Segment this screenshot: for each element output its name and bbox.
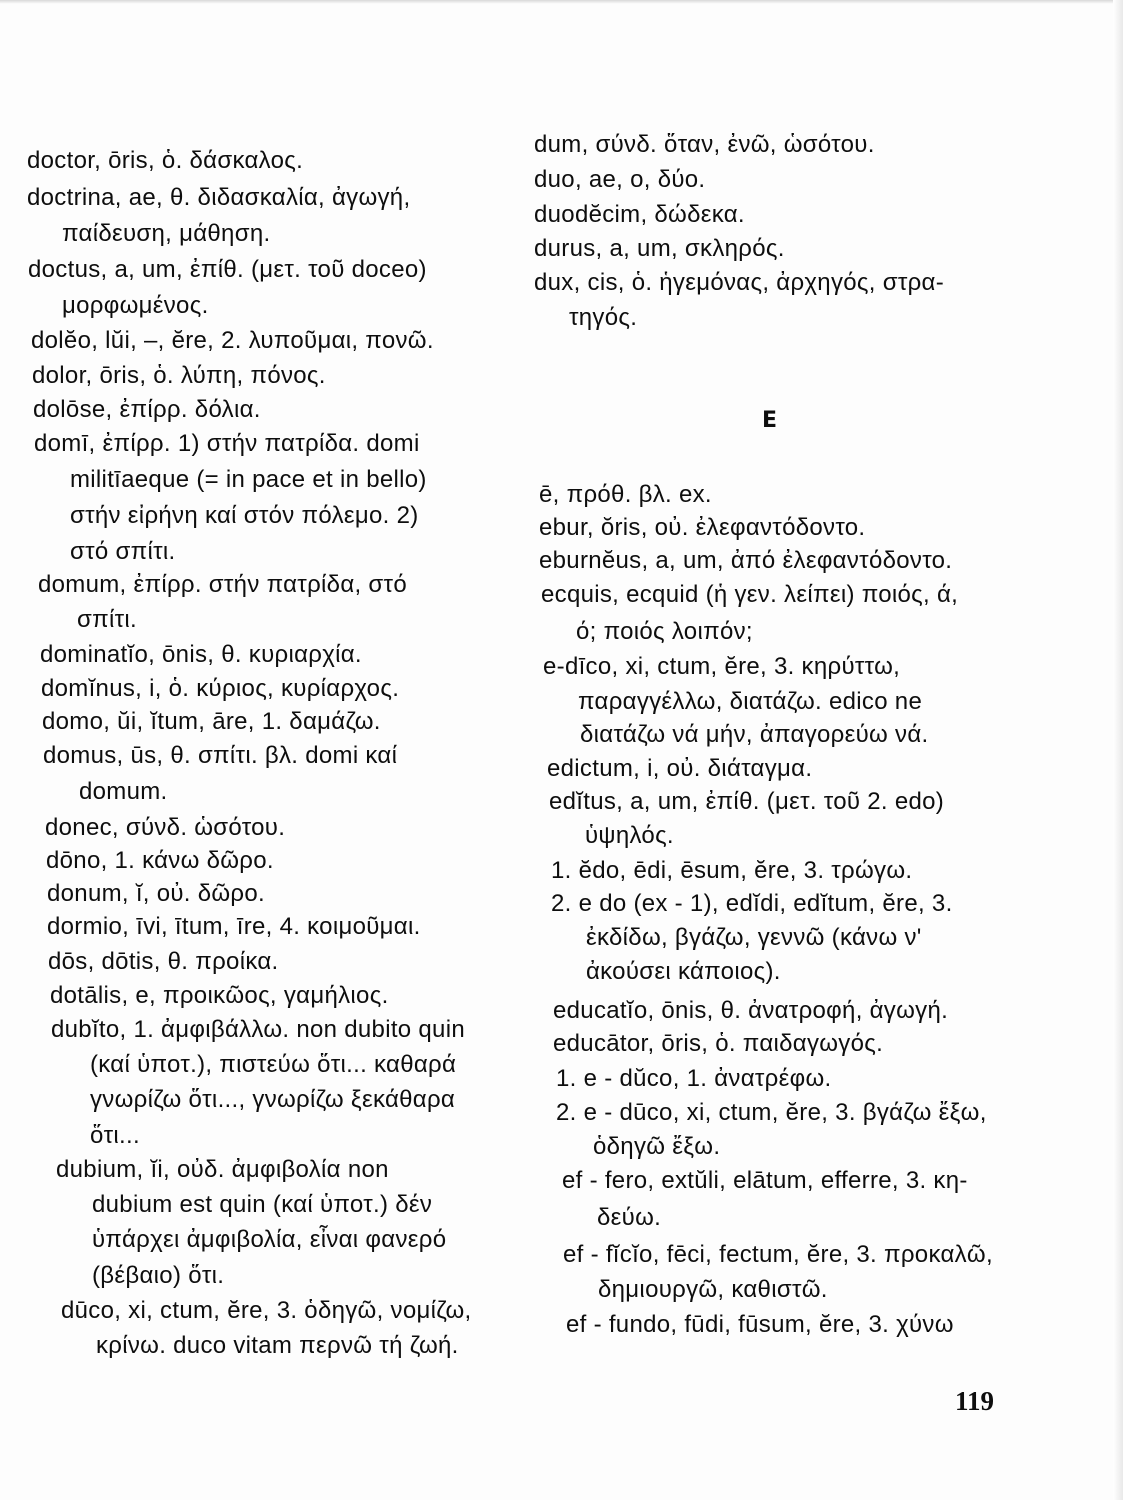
entry-line: παίδευση, μάθηση. [62,220,271,247]
page-top-edge [0,0,1123,4]
entry-line: dominatĭo, ōnis, θ. κυριαρχία. [40,641,362,668]
entry-line: durus, a, um, σκληρός. [534,235,785,262]
entry-line: κρίνω. duco vitam περνῶ τή ζωή. [96,1332,459,1359]
section-letter-heading: E [762,408,778,433]
entry-line: (καί ὑποτ.), πιστεύω ὅτι... καθαρά [90,1051,457,1078]
entry-line: 2. e do (ex - 1), edĭdi, edĭtum, ĕre, 3. [551,890,953,917]
entry-line: dum, σύνδ. ὅταν, ἐνῶ, ὡσότου. [534,131,875,158]
entry-line: ef - fero, extŭli, elātum, efferre, 3. κη- [562,1167,968,1194]
entry-line: dubium est quin (καί ὑποτ.) δέν [92,1191,433,1218]
entry-line: eburnĕus, a, um, ἀπό ἐλεφαντόδοντο. [539,547,953,574]
entry-line: donec, σύνδ. ὡσότου. [45,814,286,841]
entry-line: δεύω. [597,1204,662,1231]
entry-line: dubĭto, 1. ἀμφιβάλλω. non dubito quin [51,1016,465,1043]
entry-line: domum. [79,778,168,805]
entry-line: στήν εἰρήνη καί στόν πόλεμο. 2) [70,502,419,529]
entry-line: domus, ūs, θ. σπίτι. βλ. domi καί [43,742,398,769]
entry-line: domī, ἐπίρρ. 1) στήν πατρίδα. domi [34,430,420,457]
entry-line: doctrina, ae, θ. διδασκαλία, ἀγωγή, [27,184,411,211]
entry-line: educātor, ōris, ὁ. παιδαγωγός. [553,1030,884,1057]
entry-line: edictum, i, οὐ. διάταγμα. [547,755,813,782]
entry-line: ὑψηλός. [585,822,674,849]
entry-line: ef - fundo, fūdi, fūsum, ĕre, 3. χύνω [566,1311,954,1338]
entry-line: δημιουργῶ, καθιστῶ. [598,1276,828,1303]
entry-line: dōs, dōtis, θ. προίκα. [48,948,279,975]
entry-line: domo, ŭi, ĭtum, āre, 1. δαμάζω. [42,708,381,735]
entry-line: doctor, ōris, ὁ. δάσκαλος. [27,147,304,174]
entry-line: 2. e - dūco, xi, ctum, ĕre, 3. βγάζω ἔξω, [556,1099,987,1126]
entry-line: ecquis, ecquid (ἡ γεν. λείπει) ποιός, ά, [541,581,959,608]
entry-line: dolōse, ἐπίρρ. δόλια. [33,396,261,423]
entry-line: dolĕo, lŭi, –, ĕre, 2. λυποῦμαι, πονῶ. [31,327,434,354]
entry-line: μορφωμένος. [62,292,209,319]
entry-line: ὅτι... [90,1122,140,1149]
entry-line: duodĕcim, δώδεκα. [534,201,745,228]
entry-line: educatĭo, ōnis, θ. ἀνατροφή, ἀγωγή. [553,997,949,1024]
entry-line: στό σπίτι. [70,538,176,565]
entry-line: ē, πρόθ. βλ. ex. [539,481,712,508]
entry-line: edĭtus, a, um, ἐπίθ. (μετ. τοῦ 2. edo) [549,788,945,815]
entry-line: ef - fĭcĭo, fēci, fectum, ĕre, 3. προκαλῶ, [563,1241,993,1268]
entry-line: γνωρίζω ὅτι..., γνωρίζω ξεκάθαρα [90,1086,456,1113]
entry-line: ό; ποιός λοιπόν; [576,618,753,645]
entry-line: ebur, ŏris, οὐ. ἐλεφαντόδοντο. [539,514,866,541]
entry-line: dux, cis, ὁ. ἡγεμόνας, ἀρχηγός, στρα- [534,269,945,296]
entry-line: e-dīco, xi, ctum, ĕre, 3. κηρύττω, [543,653,901,680]
entry-line: σπίτι. [77,606,137,633]
entry-line: doctus, a, um, ἐπίθ. (μετ. τοῦ doceo) [28,256,427,283]
entry-line: dōno, 1. κάνω δῶρο. [46,847,274,874]
entry-line: militīaeque (= in pace et in bello) [70,466,427,493]
page-right-edge [1113,0,1123,1500]
entry-line: dūco, xi, ctum, ĕre, 3. ὁδηγῶ, νομίζω, [61,1297,472,1324]
entry-line: duo, ae, o, δύο. [534,166,706,193]
entry-line: 1. e - dŭco, 1. ἀνατρέφω. [556,1065,832,1092]
page-number: 119 [955,1386,995,1416]
entry-line: ἐκδίδω, βγάζω, γεννῶ (κάνω ν' [586,924,922,951]
entry-line: ὑπάρχει ἀμφιβολία, εἶναι φανερό [92,1226,447,1253]
entry-line: dormio, īvi, ītum, īre, 4. κοιμοῦμαι. [47,913,421,940]
entry-line: domum, ἐπίρρ. στήν πατρίδα, στό [38,571,407,598]
entry-line: dotālis, e, προικῶος, γαμήλιος. [50,982,389,1009]
entry-line: τηγός. [569,304,638,331]
entry-line: domĭnus, i, ὁ. κύριος, κυρίαρχος. [41,675,400,702]
entry-line: donum, ĭ, οὐ. δῶρο. [47,880,265,907]
entry-line: dolor, ōris, ὁ. λύπη, πόνος. [32,362,326,389]
entry-line: 1. ĕdo, ēdi, ēsum, ĕre, 3. τρώγω. [551,857,913,884]
entry-line: παραγγέλλω, διατάζω. edico ne [578,688,923,715]
entry-line: ὁδηγῶ ἔξω. [593,1133,721,1160]
entry-line: διατάζω νά μήν, ἀπαγορεύω νά. [580,721,929,748]
entry-line: ἀκούσει κάποιος). [586,958,781,985]
entry-line: dubium, ĭi, οὐδ. ἀμφιβολία non [56,1156,389,1183]
entry-line: (βέβαιο) ὅτι. [92,1262,225,1289]
